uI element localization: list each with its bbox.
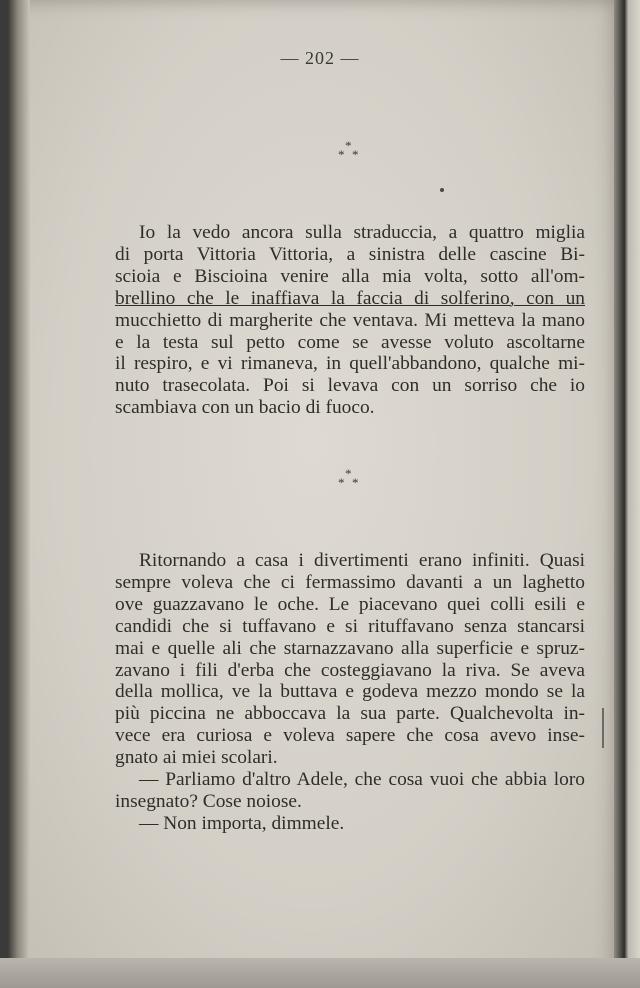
asterisk: * <box>352 475 359 490</box>
text-line: scioia e Biscioina venire alla mia volta, sotto all'om- <box>115 265 585 287</box>
text-line: e la testa sul petto come se avesse voluto ascoltarne <box>115 331 585 353</box>
asterisk: * <box>345 138 352 153</box>
asterism-divider-1 <box>335 138 375 168</box>
text-line: mai e quelle ali che starnazzavano alla superficie e spruz- <box>115 637 585 659</box>
asterism-divider-2 <box>335 466 375 496</box>
book-page <box>8 0 614 984</box>
text-line: scambiava con un bacio di fuoco. <box>115 397 375 419</box>
text-line: il respiro, e vi rimaneva, in quell'abbandono, qualche mi- <box>115 353 585 375</box>
text-line: di porta Vittoria Vittoria, a sinistra delle cascine Bi- <box>115 243 585 265</box>
text-line: nuto trasecolata. Poi si levava con un sorriso che io <box>115 375 585 397</box>
text-line: brellino che le inaffiava la faccia di solferino, con un <box>115 287 585 309</box>
text-line: insegnato? Cose noiose. <box>115 790 302 812</box>
dialogue-line: — Non importa, dimmele. <box>139 812 345 834</box>
asterisk: * <box>338 147 345 162</box>
asterisk: * <box>338 475 345 490</box>
text-line: candidi che si tuffavano e si rituffavano senza stancarsi <box>115 615 585 637</box>
ink-speck <box>440 188 444 192</box>
text-line: zavano i fili d'erba che costeggiavano la riva. Se aveva <box>115 659 585 681</box>
text-line: della mollica, ve la buttava e godeva mezzo mondo se la <box>115 681 585 703</box>
text-line: Io la vedo ancora sulla straduccia, a quattro miglia <box>139 222 585 243</box>
paragraph-2 <box>115 550 585 835</box>
dialogue-line: — Parliamo d'altro Adele, che cosa vuoi che abbia loro <box>139 769 585 791</box>
text-line: mucchietto di margherite che ventava. Mi metteva la mano <box>115 309 585 331</box>
asterisk: * <box>345 466 352 481</box>
text-line: sempre voleva che ci fermassimo davanti a un laghetto <box>115 571 585 593</box>
text-line: vece era curiosa e voleva sapere che cosa avevo inse- <box>115 725 585 747</box>
page-number: — 202 — <box>280 48 360 68</box>
page-edge-shadow <box>614 0 640 988</box>
paragraph-1 <box>115 222 585 419</box>
text-line: più piccina ne abboccava la sua parte. Qualchevolta in- <box>115 703 585 725</box>
text-line: gnato ai miei scolari. <box>115 747 278 769</box>
pencil-mark <box>602 708 604 748</box>
page-bottom-edge <box>0 958 640 988</box>
asterisk: * <box>352 147 359 162</box>
binding-gutter <box>8 0 30 984</box>
text-line: ove guazzavano le oche. Le piacevano quei colli esili e <box>115 593 585 615</box>
text-line: Ritornando a casa i divertimenti erano infiniti. Quasi <box>139 550 585 571</box>
